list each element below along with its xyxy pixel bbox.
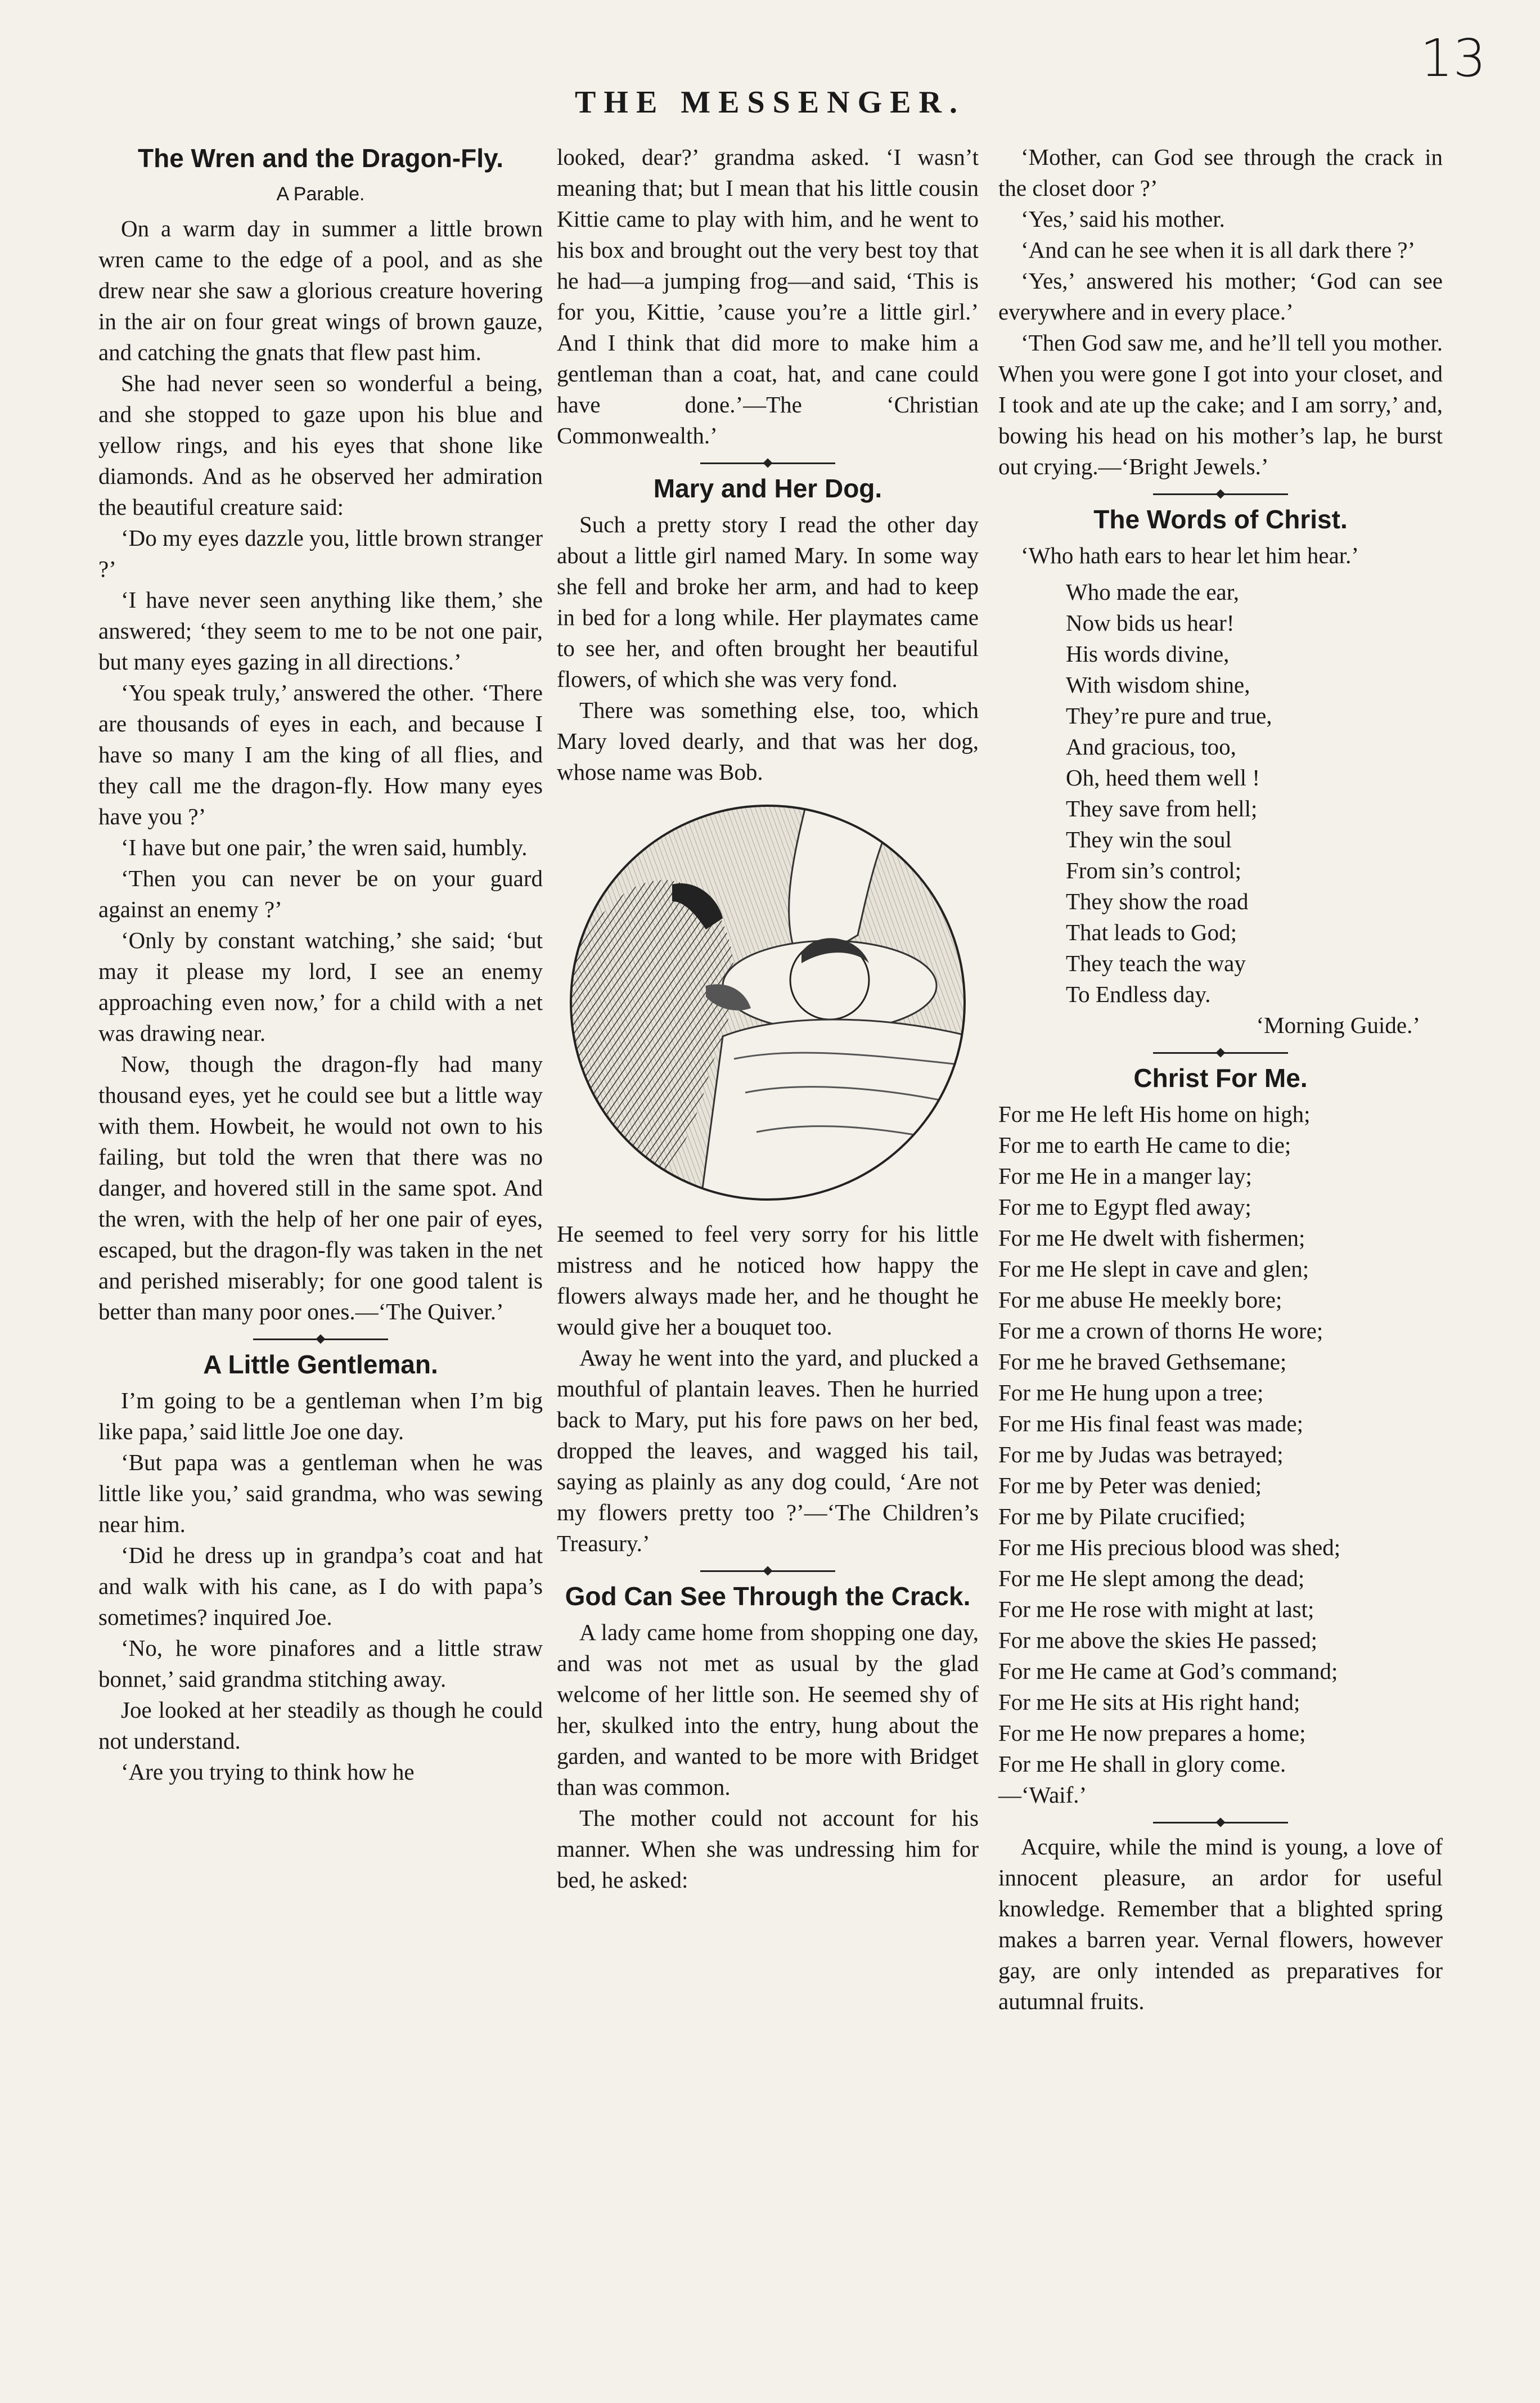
illustration-dog-and-girl (565, 800, 970, 1205)
poem-line: They’re pure and true, (1066, 703, 1272, 729)
paragraph: There was something else, too, which Mary loved dearly, and that was her dog, whose name was Bob. (557, 697, 979, 785)
paragraph: ‘No, he wore pinafores and a little straw bonnet,’ said grandma stitching away. (98, 1635, 543, 1692)
poem-line: And gracious, too, (1066, 734, 1236, 760)
poem-line: They save from hell; (1066, 796, 1258, 821)
paragraph: She had never seen so wonderful a being, and she stopped to gaze upon his blue and yellow rings, and his eyes that shone like diamonds. And as he observed her admiration the beautiful creature said: (98, 370, 543, 520)
section-divider (1153, 1052, 1288, 1054)
poem-line: For me He sits at His right hand; (998, 1689, 1300, 1715)
illustration-svg (565, 800, 970, 1205)
poem-line: For me He rose with might at last; (998, 1596, 1314, 1622)
paragraph: Such a pretty story I read the other day about a little girl named Mary. In some way she fell and broke her arm, and had to keep in bed for a long while. Her playmates came to see her, and often brought her beautiful flowers, of which she was very fond. (557, 511, 979, 692)
poem-line: For me to Egypt fled away; (998, 1194, 1251, 1220)
poem-line: For me He shall in glory come. (998, 1751, 1286, 1777)
poem-source: ‘Morning Guide.’ (1256, 1012, 1420, 1038)
article-title-wren: The Wren and the Dragon-Fly. (138, 143, 503, 173)
article-title-words: The Words of Christ. (1093, 505, 1348, 534)
paragraph: ‘Yes,’ said his mother. (1021, 206, 1225, 232)
section-divider (700, 1570, 835, 1572)
paragraph: ‘But papa was a gentleman when he was little like you,’ said grandma, who was sewing near him. (98, 1449, 543, 1537)
poem-line: For me He slept among the dead; (998, 1565, 1305, 1591)
poem-line: That leads to God; (1066, 919, 1237, 945)
poem-line: For me His precious blood was shed; (998, 1534, 1341, 1560)
article-subtitle-wren: A Parable. (276, 183, 365, 205)
poem-line: For me He came at God’s command; (998, 1658, 1338, 1684)
poem-line: For me He in a manger lay; (998, 1163, 1252, 1189)
masthead: THE MESSENGER. (575, 85, 965, 120)
poem-words-of-christ (1066, 577, 1443, 1041)
poem-line: For me He now prepares a home; (998, 1720, 1306, 1746)
section-divider (1153, 1822, 1288, 1823)
paragraph: ‘Then you can never be on your guard against an enemy ?’ (98, 865, 543, 922)
article-title-crack: God Can See Through the Crack. (565, 1582, 971, 1611)
poem-line: For me by Pilate crucified; (998, 1503, 1246, 1529)
article-title-gentleman: A Little Gentleman. (203, 1350, 438, 1379)
paragraph: ‘Mother, can God see through the crack in the closet door ?’ (998, 144, 1443, 201)
column-1 (98, 142, 543, 1787)
poem-line: They teach the way (1066, 950, 1246, 976)
paragraph: looked, dear?’ grandma asked. ‘I wasn’t meaning that; but I mean that his little cousin Kittie came to play with him, and he went to his box and brought out the very best toy that he had—a jumping frog—and said, ‘This is for you, Kittie, ’cause you’re a little girl.’ And I think that did more to make him a gentleman than a coat, hat, and cane could have done.’—The ‘Christian Commonwealth.’ (557, 144, 979, 448)
paragraph: ‘Did he dress up in grandpa’s coat and hat and walk with his cane, as I do with papa’s sometimes? inquired Joe. (98, 1542, 543, 1630)
poem-line: Who made the ear, (1066, 579, 1239, 605)
page-number: 13 (1420, 28, 1486, 88)
paragraph: ‘Only by constant watching,’ she said; ‘but may it please my lord, I see an enemy approaching even now,’ for a child with a net was drawing near. (98, 927, 543, 1046)
poem-christ-for-me (998, 1099, 1443, 1811)
paragraph: ‘You speak truly,’ answered the other. ‘There are thousands of eyes in each, and because I have so many I am the king of all flies, and they call me the dragon-fly. How many eyes have you ?’ (98, 680, 543, 829)
article-title-mary: Mary and Her Dog. (653, 474, 882, 503)
section-divider (700, 462, 835, 464)
poem-line: Now bids us hear! (1066, 610, 1235, 636)
poem-line: For me by Peter was denied; (998, 1472, 1262, 1498)
poem-line: To Endless day. (1066, 981, 1211, 1007)
paragraph: Joe looked at her steadily as though he could not understand. (98, 1697, 543, 1754)
paragraph: On a warm day in summer a little brown wren came to the edge of a pool, and as she drew near she saw a glorious creature hovering in the air on four great wings of brown gauze, and catching the gnats that flew past him. (98, 215, 543, 365)
poem-line: For me He left His home on high; (998, 1101, 1311, 1127)
paragraph: Acquire, while the mind is young, a love of innocent pleasure, an ardor for useful knowledge. Remember that a blighted spring makes a barren year. Vernal flowers, however gay, are only intended as preparatives for autumnal fruits. (998, 1834, 1443, 2014)
poem-line: For me He dwelt with fishermen; (998, 1225, 1305, 1251)
poem-line: With wisdom shine, (1066, 672, 1250, 698)
poem-line: For me abuse He meekly bore; (998, 1287, 1282, 1313)
poem-line: From sin’s control; (1066, 857, 1242, 883)
poem-line: For me above the skies He passed; (998, 1627, 1318, 1653)
article-title-christ-for-me: Christ For Me. (1133, 1063, 1308, 1093)
section-divider (253, 1339, 388, 1340)
paragraph: I’m going to be a gentleman when I’m big like papa,’ said little Joe one day. (98, 1387, 543, 1444)
poem-line: For me he braved Gethsemane; (998, 1349, 1287, 1375)
column-3 (998, 142, 1443, 2017)
paragraph: ‘Yes,’ answered his mother; ‘God can see everywhere and in every place.’ (998, 268, 1443, 325)
poem-line: For me His final feast was made; (998, 1411, 1303, 1436)
poem-source: —‘Waif.’ (998, 1782, 1087, 1808)
poem-line: For me to earth He came to die; (998, 1132, 1291, 1158)
paragraph: A lady came home from shopping one day, and was not met as usual by the glad welcome of her little son. He seemed shy of her, skulked into the entry, hung about the garden, and wanted to be more with Bridget than was common. (557, 1619, 979, 1800)
poem-line: They show the road (1066, 888, 1249, 914)
poem-line: For me a crown of thorns He wore; (998, 1318, 1323, 1344)
poem-line: For me by Judas was betrayed; (998, 1441, 1284, 1467)
paragraph: ‘Are you trying to think how he (121, 1759, 415, 1785)
poem-intro: ‘Who hath ears to hear let him hear.’ (1021, 542, 1359, 568)
paragraph: ‘I have never seen anything like them,’ she answered; ‘they seem to me to be not one pair, but many eyes gazing in all directions.’ (98, 587, 543, 675)
poem-line: For me He hung upon a tree; (998, 1380, 1264, 1405)
section-divider (1153, 493, 1288, 495)
poem-line: His words divine, (1066, 641, 1230, 667)
paragraph: ‘Do my eyes dazzle you, little brown stranger ?’ (98, 525, 543, 582)
paragraph: Away he went into the yard, and plucked a mouthful of plantain leaves. Then he hurried back to Mary, put his fore paws on her bed, dropped the leaves, and wagged his tail, saying as plainly as any dog could, ‘Are not my flowers pretty too ?’—‘The Children’s Treasury.’ (557, 1345, 979, 1556)
paragraph: ‘And can he see when it is all dark there ?’ (1021, 237, 1416, 263)
poem-line: Oh, heed them well ! (1066, 765, 1260, 790)
paragraph: ‘I have but one pair,’ the wren said, humbly. (121, 834, 528, 860)
poem-line: For me He slept in cave and glen; (998, 1256, 1309, 1282)
paragraph: ‘Then God saw me, and he’ll tell you mother. When you were gone I got into your closet, and I took and ate up the cake; and I am sorry,’ and, bowing his head on his mother’s lap, he burst out crying.—‘Bright Jewels.’ (998, 330, 1443, 479)
column-2 (557, 142, 979, 1896)
paragraph: He seemed to feel very sorry for his little mistress and he noticed how happy the flowers always made her, and he thought he would give her a bouquet too. (557, 1221, 979, 1340)
paragraph: The mother could not account for his manner. When she was undressing him for bed, he asked: (557, 1805, 979, 1893)
poem-line: They win the soul (1066, 827, 1232, 852)
paragraph: Now, though the dragon-fly had many thousand eyes, yet he could see but a little way with them. Howbeit, he would not own to his failing, but told the wren that there was no danger, and hovered still in the same spot. And the wren, with the help of her one pair of eyes, escaped, but the dragon-fly was taken in the net and perished miserably; for one good talent is better than many poor ones.—‘The Quiver.’ (98, 1051, 543, 1324)
